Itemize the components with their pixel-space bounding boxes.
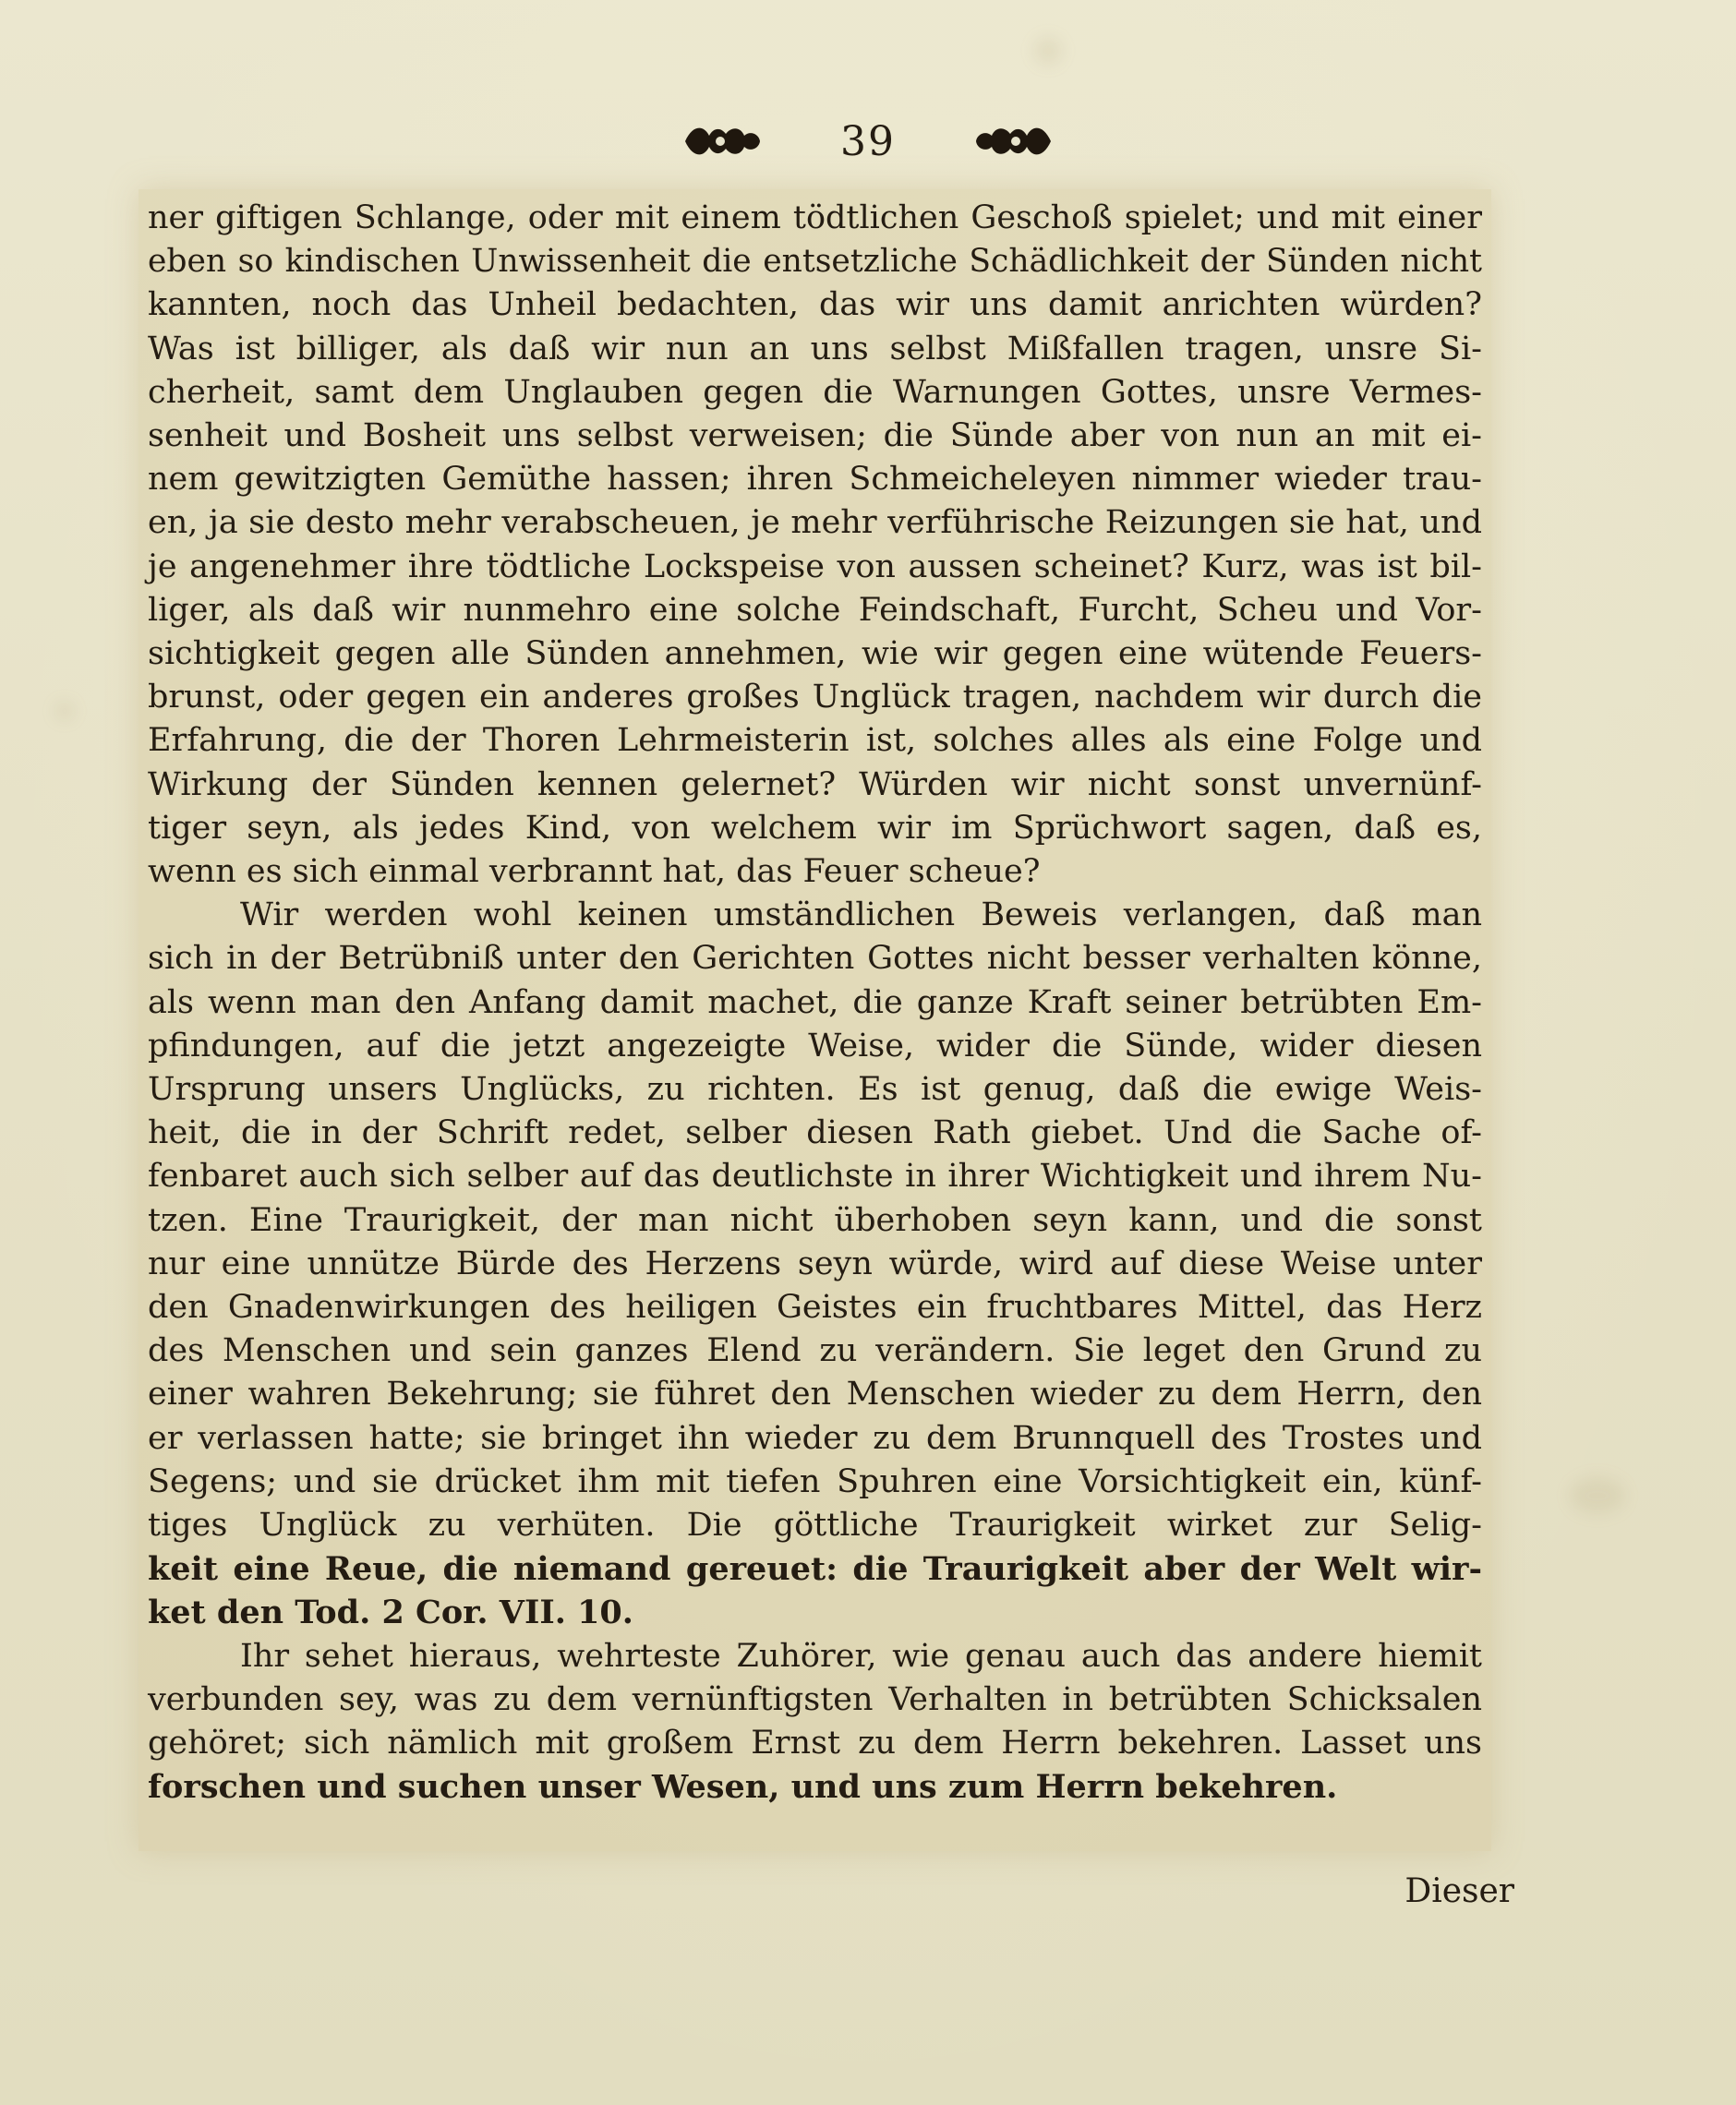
text-line: sichtigkeit gegen alle Sünden annehmen, wie wir gegen eine wütende Feuers- [148, 635, 1482, 672]
text-line: heit, die in der Schrift redet, selber diesen Rath giebet. Und die Sache of- [148, 1114, 1482, 1152]
text-line: Ihr sehet hieraus, wehrteste Zuhörer, wie genau auch das andere hiemit [240, 1637, 1482, 1675]
text-line: nur eine unnütze Bürde des Herzens seyn würde, wird auf diese Weise unter [148, 1245, 1482, 1282]
text-line: liger, als daß wir nunmehro eine solche Feindschaft, Furcht, Scheu und Vor- [148, 591, 1482, 629]
text-line: den Gnadenwirkungen des heiligen Geistes ein fruchtbares Mittel, das Herz [148, 1289, 1482, 1326]
body-text [139, 189, 1491, 1851]
text-line: einer wahren Bekehrung; sie führet den Menschen wieder zu dem Herrn, den [148, 1376, 1482, 1413]
text-line: cherheit, samt dem Unglauben gegen die Warnungen Gottes, unsre Vermes- [148, 373, 1482, 411]
text-line: je angenehmer ihre tödtliche Lockspeise von aussen scheinet? Kurz, was ist bil- [148, 547, 1482, 585]
text-line: des Menschen und sein ganzes Elend zu verändern. Sie leget den Grund zu [148, 1332, 1482, 1370]
text-line: en, ja sie desto mehr verabscheuen, je mehr verführische Reizungen sie hat, und [148, 504, 1482, 542]
text-line: sich in der Betrübniß unter den Gerichten Gottes nicht besser verhalten könne, [148, 940, 1482, 978]
text-line: verbunden sey, was zu dem vernünftigsten Verhalten in betrübten Schicksalen [148, 1680, 1482, 1718]
text-line: kannten, noch das Unheil bedachten, das wir uns damit anrichten würden? [148, 286, 1482, 324]
text-line: senheit und Bosheit uns selbst verweisen; die Sünde aber von nun an mit ei- [148, 417, 1482, 454]
paper-stain [1034, 37, 1062, 65]
text-line: als wenn man den Anfang damit machet, die ganze Kraft seiner betrübten Em- [148, 983, 1482, 1021]
text-line: Segens; und sie drücket ihm mit tiefen Spuhren eine Vorsichtigkeit ein, künf- [148, 1462, 1482, 1500]
text-line: ner giftigen Schlange, oder mit einem tödtlichen Geschoß spielet; und mit einer [148, 199, 1482, 236]
page-header [0, 109, 1736, 174]
text-line: pfindungen, auf die jetzt angezeigte Weise, wider die Sünde, wider diesen [148, 1027, 1482, 1065]
text-line: eben so kindischen Unwissenheit die entsetzliche Schädlichkeit der Sünden nicht [148, 243, 1482, 281]
text-line: Wir werden wohl keinen umständlichen Beweis verlangen, daß man [240, 896, 1482, 934]
text-line: keit eine Reue, die niemand gereuet: die Traurigkeit aber der Welt wir- [148, 1550, 1482, 1589]
text-line: nem gewitzigten Gemüthe hassen; ihren Schmeicheleyen nimmer wieder trau- [148, 461, 1482, 499]
page-number: 39 [840, 117, 896, 165]
fleuron-right-icon [974, 121, 1053, 162]
paper-stain [55, 702, 74, 720]
text-line: wenn es sich einmal verbrannt hat, das Feuer scheue? [148, 853, 1041, 890]
text-line: Wirkung der Sünden kennen gelernet? Würden wir nicht sonst unvernünf- [148, 765, 1482, 803]
text-line: ket den Tod. 2 Cor. VII. 10. [148, 1594, 633, 1632]
text-line: tiger seyn, als jedes Kind, von welchem wir im Sprüchwort sagen, daß es, [148, 809, 1482, 847]
text-line: tzen. Eine Traurigkeit, der man nicht überhoben seyn kann, und die sonst [148, 1201, 1482, 1239]
text-line: fenbaret auch sich selber auf das deutlichste in ihrer Wichtigkeit und ihrem Nu- [148, 1158, 1482, 1196]
text-line: forschen und suchen unser Wesen, und uns zum Herrn bekehren. [148, 1768, 1338, 1807]
text-line: Was ist billiger, als daß wir nun an uns selbst Mißfallen tragen, unsre Si- [148, 330, 1482, 367]
text-line: tiges Unglück zu verhüten. Die göttliche Traurigkeit wirket zur Selig- [148, 1507, 1482, 1544]
text-line: gehöret; sich nämlich mit großem Ernst zu dem Herrn bekehren. Lasset uns [148, 1725, 1482, 1762]
paper-stain [1570, 1477, 1625, 1514]
fleuron-left-icon [683, 121, 762, 162]
text-line: brunst, oder gegen ein anderes großes Unglück tragen, nachdem wir durch die [148, 679, 1482, 716]
catchword: Dieser [1404, 1872, 1514, 1910]
text-line: er verlassen hatte; sie bringet ihn wieder zu dem Brunnquell des Trostes und [148, 1419, 1482, 1457]
text-line: Ursprung unsers Unglücks, zu richten. Es ist genug, daß die ewige Weis- [148, 1071, 1482, 1108]
text-line: Erfahrung, die der Thoren Lehrmeisterin ist, solches alles als eine Folge und [148, 722, 1482, 760]
